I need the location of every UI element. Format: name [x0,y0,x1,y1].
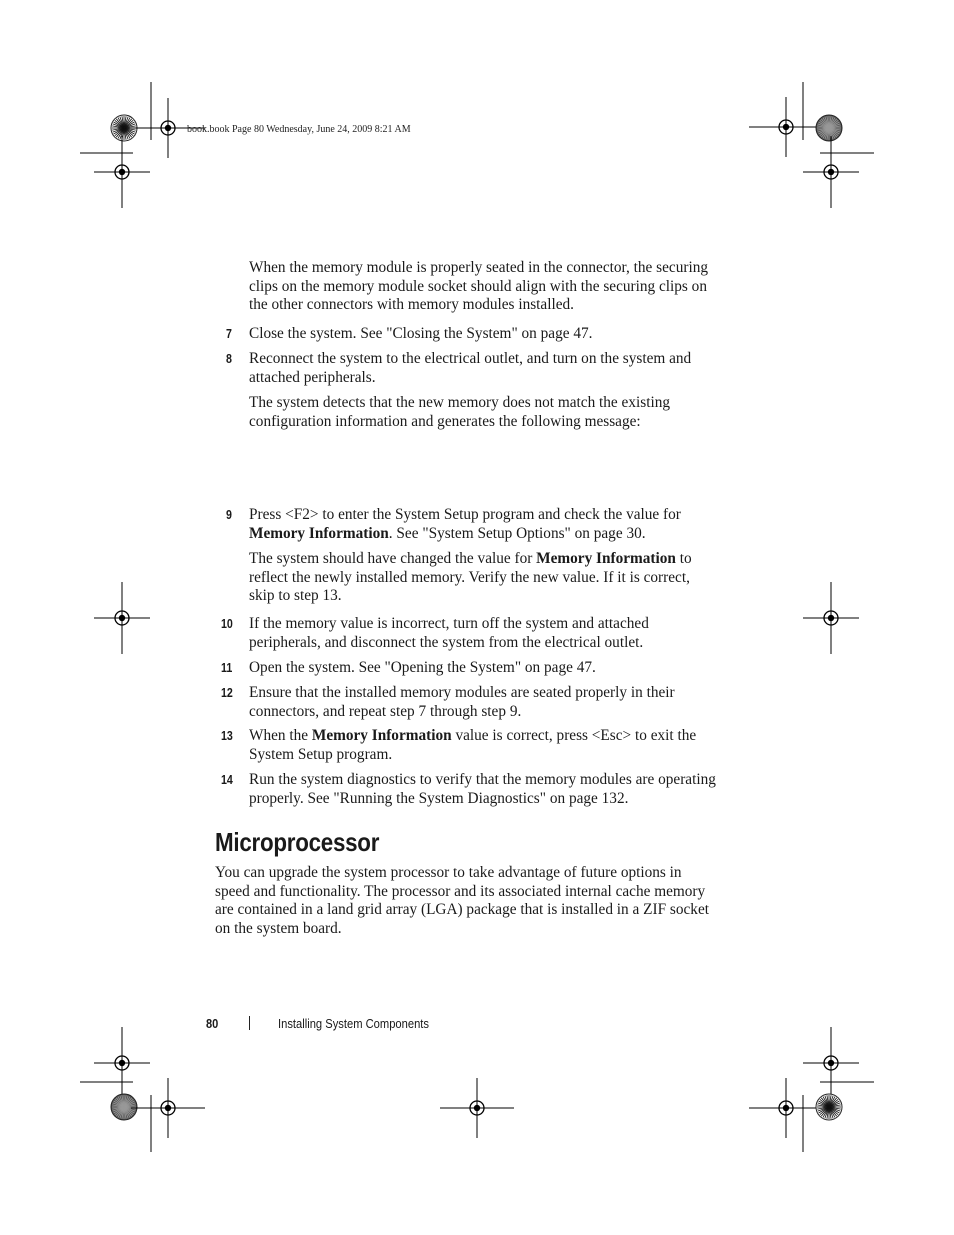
step-number-13: 13 [221,728,233,743]
registration-dot [119,615,125,621]
registration-dot [828,169,834,175]
page-number: 80 [206,1016,219,1031]
step-number-7: 7 [226,326,232,341]
step-8-text: Reconnect the system to the electrical outlet, and turn on the system and attached peripherals. [249,350,692,386]
chapter-title: Installing System Components [278,1016,430,1031]
section-paragraph: You can upgrade the system processor to take advantage of future options in speed and functionality. The processor and its associated internal cache memory are contained in a land grid array (LGA) package that is installed in a ZIF socket on the system board. [215,864,709,937]
step-14-text: Run the system diagnostics to verify that the memory modules are operating properly. See "Running the System Diagnostics" on page 132. [249,771,716,807]
step-9-text [249,506,719,543]
step-13-text-before: When the [249,727,312,744]
step-13-text [249,727,719,764]
registration-dot [783,124,789,130]
registration-dot [165,1105,171,1111]
print-header: book.book Page 80 Wednesday, June 24, 2009 8:21 AM [187,124,411,135]
step-10-text: If the memory value is incorrect, turn off the system and attached peripherals, and disconnect the system from the electrical outlet. [249,615,649,651]
step-8-note: The system detects that the new memory does not match the existing configuration information and generates the following message: [249,394,670,430]
memory-information-label: Memory Information [249,524,389,542]
step-12-text: Ensure that the installed memory modules are seated properly in their connectors, and repeat step 7 through step 9. [249,684,675,720]
registration-dot [165,125,171,131]
step-number-11: 11 [221,660,233,675]
registration-dot [828,1060,834,1066]
memory-information-label: Memory Information [536,550,676,567]
section-heading: Microprocessor [215,827,380,857]
memory-information-label: Memory Information [311,727,452,744]
intro-paragraph: When the memory module is properly seated in the connector, the securing clips on the memory module socket should align with the securing clips on the other connectors with memory modules installed. [249,259,708,314]
registration-dot [119,1060,125,1066]
step-number-9: 9 [226,507,232,522]
registration-dot [119,169,125,175]
step-number-10: 10 [221,616,233,631]
registration-dot [474,1105,480,1111]
step-number-12: 12 [221,685,233,700]
step-number-8: 8 [226,351,232,366]
step-9-text-after: . See "System Setup Options" on page 30. [388,524,646,542]
step-9-text-before: Press <F2> to enter the System Setup program and check the value for [249,506,681,523]
registration-dot [783,1105,789,1111]
step-9-note-before: The system should have changed the value for [249,550,537,567]
step-7-text: Close the system. See "Closing the System" on page 47. [249,325,593,342]
registration-dot [828,615,834,621]
step-11-text: Open the system. See "Opening the System" on page 47. [249,659,596,676]
step-9-note [249,550,719,606]
step-number-14: 14 [221,772,233,787]
footer-divider [249,1016,250,1030]
step-9-note-after: to reflect the newly installed memory. Verify the new value. If it is correct, skip to step 13. [249,550,692,605]
step-13-text-after: value is correct, press <Esc> to exit the System Setup program. [249,727,697,763]
